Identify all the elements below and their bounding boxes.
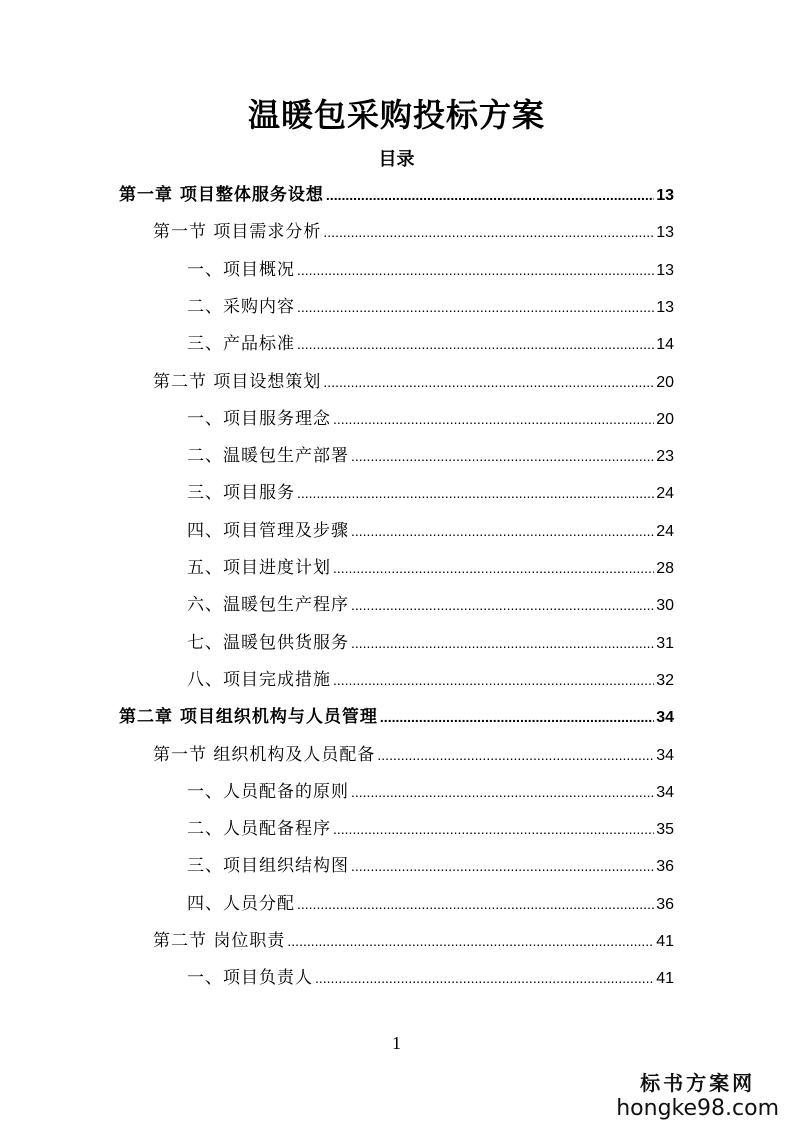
toc-entry-page: 23 [656, 448, 674, 466]
toc-entry-page: 34 [656, 709, 674, 727]
toc-entry-page: 35 [656, 821, 674, 839]
toc-entry[interactable] [187, 404, 674, 440]
toc-entry[interactable] [187, 478, 674, 514]
toc-entry-page: 13 [656, 224, 674, 242]
toc-leader-dots [333, 411, 654, 427]
toc-entry-label: 第一章 项目整体服务设想 [119, 185, 324, 205]
toc-entry-page: 20 [656, 373, 674, 391]
watermark-logo [616, 1067, 779, 1121]
toc-entry[interactable] [187, 516, 674, 552]
toc-entry-page: 30 [656, 597, 674, 615]
toc-entry-label: 四、项目管理及步骤 [187, 520, 349, 541]
toc-entry-page: 20 [656, 410, 674, 428]
toc-leader-dots [351, 858, 654, 874]
toc-leader-dots [351, 635, 654, 651]
toc-entry-label: 第二节 项目设想策划 [153, 371, 322, 392]
toc-entry[interactable] [153, 367, 674, 403]
toc-entry-label: 第二节 岗位职责 [153, 931, 286, 951]
toc-entry-page: 13 [656, 261, 674, 279]
toc-entry[interactable] [187, 329, 674, 365]
toc-leader-dots [351, 784, 654, 800]
toc-entry-label: 三、产品标准 [187, 334, 295, 355]
toc-leader-dots [377, 747, 654, 763]
watermark-url: hongke98.com [616, 1096, 779, 1121]
toc-entry-label: 三、项目组织结构图 [187, 856, 349, 877]
toc-leader-dots [351, 597, 654, 613]
toc-entry-label: 三、项目服务 [187, 483, 295, 504]
toc-entry-page: 34 [656, 746, 674, 764]
toc-leader-dots [380, 709, 654, 725]
toc-entry-page: 28 [656, 560, 674, 577]
toc-entry[interactable] [187, 292, 674, 328]
toc-leader-dots [333, 672, 654, 688]
toc-entry[interactable] [187, 665, 674, 701]
toc-leader-dots [351, 523, 654, 539]
toc-leader-dots [333, 560, 654, 576]
toc-entry[interactable] [153, 740, 674, 776]
toc-entry-page: 14 [656, 336, 674, 354]
toc-leader-dots [287, 933, 654, 949]
toc-entry-label: 一、项目负责人 [187, 968, 313, 989]
toc-leader-dots [297, 896, 654, 912]
toc-leader-dots [315, 970, 654, 986]
toc-entry-label: 第一节 项目需求分析 [153, 222, 322, 243]
toc-entry-label: 一、项目概况 [187, 259, 295, 280]
toc-leader-dots [297, 485, 654, 501]
toc-entry-label: 二、采购内容 [187, 296, 295, 317]
page-number: 1 [392, 1033, 401, 1053]
watermark-name: 标书方案网 [640, 1071, 756, 1095]
toc-entry[interactable] [119, 702, 674, 738]
toc-entry[interactable] [187, 553, 674, 589]
toc-leader-dots [333, 821, 654, 837]
toc-entry-label: 七、温暖包供货服务 [187, 632, 349, 653]
toc-entry-page: 41 [656, 970, 674, 988]
toc-leader-dots [323, 224, 654, 240]
toc-entry-label: 一、人员配备的原则 [187, 781, 349, 802]
toc-leader-dots [297, 262, 654, 278]
toc-entry-label: 二、温暖包生产部署 [187, 446, 349, 467]
toc-entry-page: 13 [656, 187, 674, 204]
toc-entry[interactable] [187, 889, 674, 925]
toc-entry-label: 一、项目服务理念 [187, 408, 331, 429]
toc-entry[interactable] [153, 926, 674, 962]
toc-entry-label: 第一节 组织机构及人员配备 [153, 744, 376, 765]
toc-entry[interactable] [187, 814, 674, 850]
toc-entry-page: 24 [656, 485, 674, 503]
toc-entry[interactable] [187, 777, 674, 813]
toc-entry[interactable] [187, 628, 674, 664]
toc-entry-page: 32 [656, 671, 674, 689]
toc-entry-label: 四、人员分配 [187, 893, 295, 914]
document-title: 温暖包采购投标方案 [247, 96, 545, 134]
toc-entry-label: 八、项目完成措施 [187, 669, 331, 690]
toc-entry[interactable] [187, 441, 674, 477]
toc-leader-dots [326, 187, 654, 203]
toc-entry[interactable] [187, 963, 674, 999]
toc-entry-label: 五、项目进度计划 [187, 558, 331, 578]
toc-entry-label: 六、温暖包生产程序 [187, 595, 349, 616]
toc-heading: 目录 [378, 149, 415, 170]
toc-entry-label: 第二章 项目组织机构与人员管理 [119, 707, 378, 728]
toc-entry[interactable] [187, 590, 674, 626]
toc-entry[interactable] [153, 217, 674, 253]
toc-entry-page: 13 [656, 298, 674, 316]
toc-entry-page: 41 [656, 933, 674, 950]
toc-entry[interactable] [187, 255, 674, 291]
toc-entry-page: 34 [656, 783, 674, 801]
toc-entry[interactable] [187, 851, 674, 887]
toc-entry-label: 二、人员配备程序 [187, 819, 331, 840]
toc-leader-dots [351, 448, 654, 464]
toc-leader-dots [323, 374, 654, 390]
toc-leader-dots [297, 299, 654, 315]
toc-entry[interactable] [119, 180, 674, 216]
toc-entry-page: 31 [656, 634, 674, 652]
toc-entry-page: 36 [656, 895, 674, 913]
toc-entry-page: 36 [656, 858, 674, 876]
toc-leader-dots [297, 336, 654, 352]
toc-entry-page: 24 [656, 522, 674, 540]
